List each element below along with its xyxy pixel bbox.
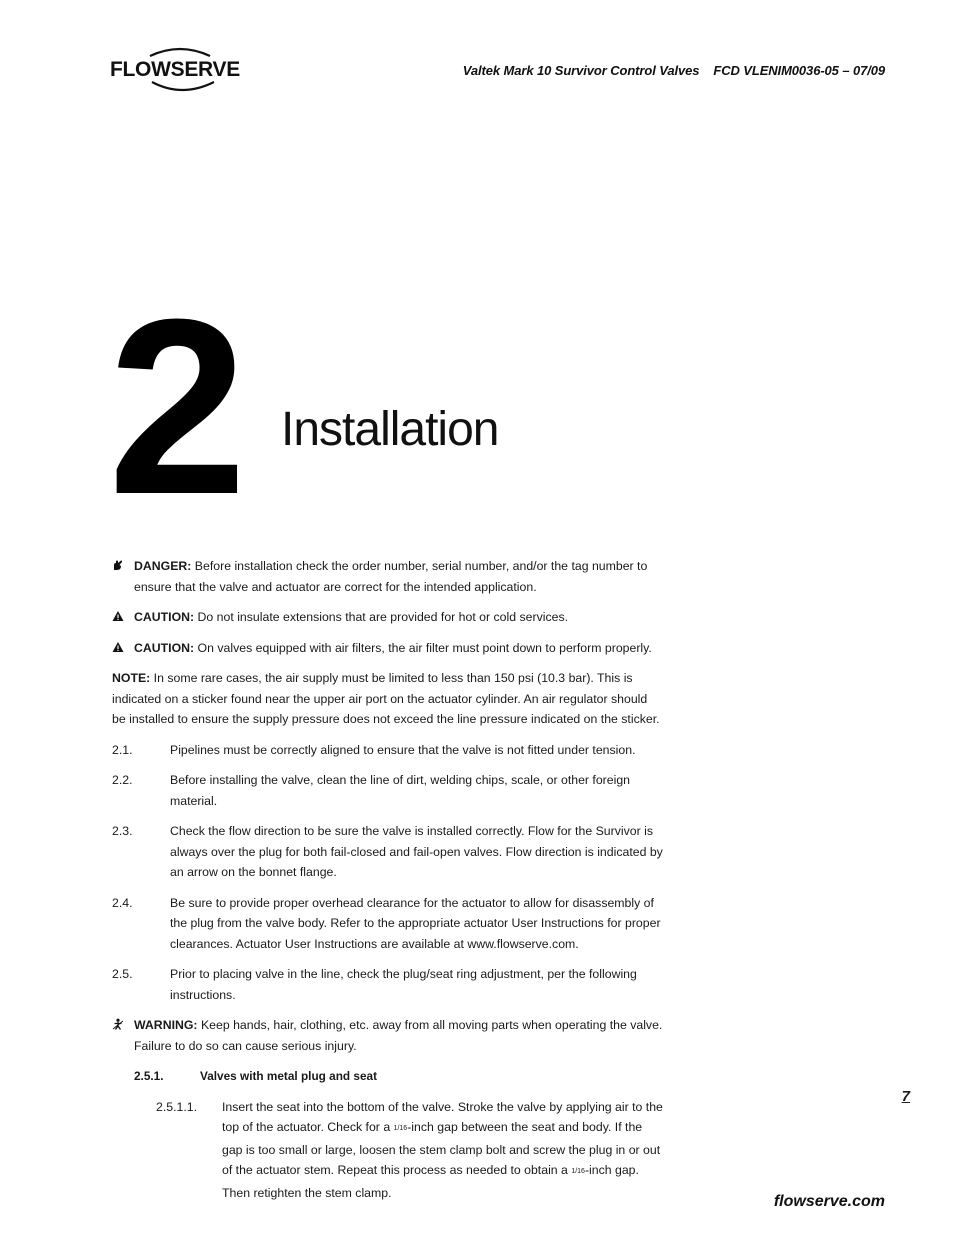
fraction: 1/16 [571,1168,585,1175]
notice-label: DANGER: [134,559,192,573]
footer-url: flowserve.com [773,1193,885,1210]
document-header [463,63,885,78]
note-label: NOTE: [112,671,151,685]
caution-notice [112,638,664,659]
logo-wordmark: FLOWSERVE [110,58,240,81]
fraction: 1/16 [393,1125,408,1132]
step-number: 2.1. [112,742,133,757]
notice-text: On valves equipped with air filters, the air filter must point down to perform properly. [194,640,652,655]
page-number: 7 [901,1088,910,1105]
person-hazard-icon [112,1018,124,1030]
step-text: Be sure to provide proper overhead clearance for the actuator to allow for disassembly of the plug from the valve body. Refer to the appropriate actuator User Instructions for proper clearances. Actuator User Instructions are available at www.flowserve.com. [170,895,661,951]
note-paragraph [112,668,664,730]
step-text [222,1097,664,1204]
text-run: -inch gap between the seat and body. If the gap is too small or large, loosen the stem clamp bolt and screw the plug in or out of the actuator stem. Repeat this process as needed to obtain a [222,1120,661,1177]
step-number: 2.3. [112,824,133,838]
warning-triangle-icon [112,610,124,622]
caution-notice [112,607,664,628]
step-number: 2.2. [112,773,133,787]
list-item [112,740,664,761]
warning-triangle-icon [112,641,124,653]
notice-text: Do not insulate extensions that are provided for hot or cold services. [194,610,569,624]
step-number: 2.5.1.1. [156,1099,198,1114]
list-item [156,1097,664,1204]
text-run: Insert the seat into the bottom of the valve. Stroke the valve by applying air to the top of the actuator. Check for a [222,1099,663,1134]
step-text: Prior to placing valve in the line, check the plug/seat ring adjustment, per the following instructions. [170,967,637,1002]
step-number: 2.4. [112,895,133,910]
subsection-number: 2.5.1. [134,1069,164,1083]
step-number: 2.5. [112,967,133,981]
doc-title: Valtek Mark 10 Survivor Control Valves [462,63,700,78]
step-text: Pipelines must be correctly aligned to ensure that the valve is not fitted under tension. [170,742,636,757]
step-text: Before installing the valve, clean the line of dirt, welding chips, scale, or other foreign material. [170,773,631,808]
subsection-title: Valves with metal plug and seat [200,1069,378,1083]
subsection-heading [134,1066,664,1087]
flowserve-logo [110,44,250,96]
step-text: Check the flow direction to be sure the valve is installed correctly. Flow for the Survivor is always over the plug for both fail-closed and fail-open valves. Flow direction is indicated by an arrow on the bonnet flange. [170,824,663,879]
warning-text: Keep hands, hair, clothing, etc. away from all moving parts when operating the valve. Failure to do so can cause serious injury. [134,1018,663,1053]
danger-notice [112,556,664,597]
list-item [112,893,664,955]
text-run: -inch gap. Then retighten the stem clamp. [222,1163,639,1200]
list-item [112,770,664,811]
chapter-content [112,556,664,1213]
notice-label: CAUTION: [134,610,195,624]
hand-icon [112,559,124,571]
list-item [112,964,664,1005]
doc-code: FCD VLENIM0036-05 – 07/09 [713,63,885,78]
notice-label: CAUTION: [134,640,195,655]
list-item [112,821,664,883]
chapter-number: 2 [108,267,242,546]
chapter-title: Installation [281,403,499,456]
warning-label: WARNING: [134,1018,198,1032]
note-text: In some rare cases, the air supply must be limited to less than 150 psi (10.3 bar). This is indicated on a sticker found near the upper air port on the actuator cylinder. An air regulator should be installed to ensure the supply pressure does not exceed the line pressure indicated on the sticker. [112,671,660,726]
notice-text: Before installation check the order number, serial number, and/or the tag number to ensure that the valve and actuator are correct for the intended application. [134,559,648,594]
warning-notice [112,1015,664,1056]
